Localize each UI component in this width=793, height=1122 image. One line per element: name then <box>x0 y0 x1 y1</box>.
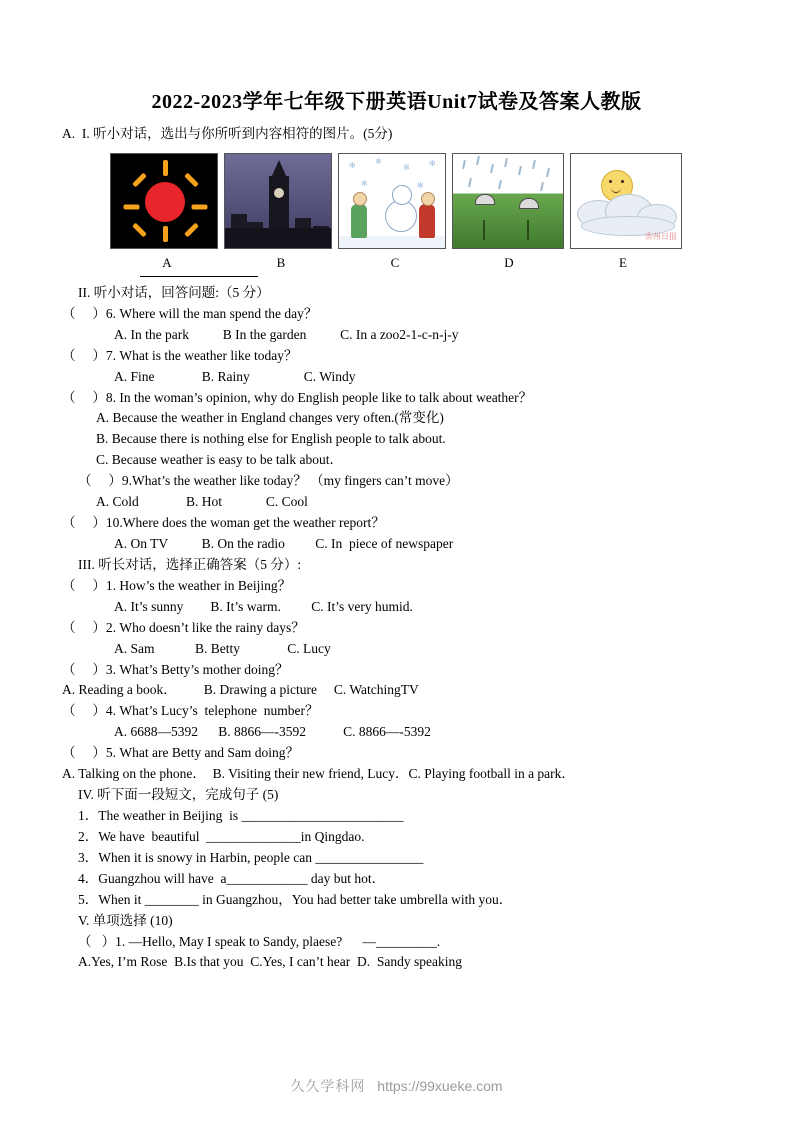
fill-blank-1: 1．The weather in Beijing is ________________________ <box>78 807 404 823</box>
question-10: （ ）10.Where does the woman get the weather report？ <box>62 515 385 531</box>
section-part-5-heading: V. 单项选择 (10) <box>78 912 173 928</box>
horizontal-divider <box>140 275 258 277</box>
sun-ray-icon <box>132 222 147 237</box>
snowman-head-icon <box>392 185 412 205</box>
raindrop-icon <box>490 164 493 173</box>
choice-question-1-options: A.Yes, I’m Rose B.Is that you C.Yes, I can’t hear D. Sandy speaking <box>78 954 462 970</box>
long-question-3: （ ）3. What’s Betty’s mother doing？ <box>62 661 289 677</box>
fill-blank-3: 3．When it is snowy in Harbin, people can ________________ <box>78 849 424 865</box>
question-8-option-a: A. Because the weather in England changes very often.(常变化) <box>96 410 444 426</box>
question-8-option-b: B. Because there is nothing else for English people to talk about. <box>96 431 446 447</box>
sun-ray-icon <box>132 172 147 187</box>
raindrop-icon <box>504 158 507 167</box>
raindrop-icon <box>498 180 501 189</box>
question-9: （ ）9.What’s the weather like today？ （my fingers can’t move） <box>78 473 459 489</box>
question-8: （ ）8. In the woman’s opinion, why do English people like to talk about weather？ <box>62 389 533 405</box>
clock-face-icon <box>274 188 284 198</box>
picture-label-c: C <box>390 254 400 270</box>
long-question-3-options: A. Reading a book． B. Drawing a picture C. WatchingTV <box>62 682 419 698</box>
choice-question-1: （ ）1. —Hello, May I speak to Sandy, plaese? —_________. <box>78 933 441 949</box>
fill-blank-2: 2．We have beautiful ______________in Qingdao. <box>78 828 365 844</box>
section-part-3-heading: III. 听长对话，选择正确答案（5 分）: <box>78 556 302 572</box>
sun-ray-icon <box>184 222 199 237</box>
snowflake-icon: ✻ <box>375 156 382 166</box>
snowflake-icon: ✻ <box>417 180 424 190</box>
raindrop-icon <box>518 166 521 175</box>
snowflake-icon: ✻ <box>429 158 436 168</box>
sun-ray-icon <box>124 204 140 209</box>
picture-options-row <box>110 153 731 249</box>
picture-option-c-snowman <box>338 153 446 249</box>
umbrella-icon <box>519 198 539 209</box>
snowflake-icon: ✻ <box>361 178 368 188</box>
snowflake-icon: ✻ <box>403 162 410 172</box>
sun-eye-icon <box>621 180 624 183</box>
person-figure <box>527 220 529 240</box>
picture-label-e: E <box>619 254 627 270</box>
sun-eye-icon <box>609 180 612 183</box>
question-7-options: A. Fine B. Rainy C. Windy <box>114 368 356 384</box>
section-part-1-heading: A. I. 听小对话，选出与你所听到内容相符的图片。(5分) <box>62 126 393 141</box>
footer-watermark <box>0 1076 793 1096</box>
site-brand: 久久学科网 <box>290 1078 366 1094</box>
long-question-1: （ ）1. How’s the weather in Beijing？ <box>62 577 292 593</box>
picture-labels-row <box>110 255 731 271</box>
picture-label-a: A <box>162 254 172 270</box>
child-head-left <box>353 192 367 206</box>
question-6-options: A. In the park B In the garden C. In a zoo2-1-c-n-j-y <box>114 326 459 342</box>
umbrella-icon <box>475 194 495 205</box>
picture-label-d: D <box>504 254 514 270</box>
sun-ray-icon <box>192 204 208 209</box>
picture-option-e-cloudy-sun <box>570 153 682 249</box>
raindrop-icon <box>546 168 549 177</box>
long-question-5: （ ）5. What are Betty and Sam doing？ <box>62 745 299 761</box>
person-figure <box>483 220 485 240</box>
fill-blank-5: 5．When it ________ in Guangzhou，You had better take umbrella with you． <box>78 891 513 907</box>
child-head-right <box>421 192 435 206</box>
sun-ray-icon <box>163 226 168 242</box>
section-part-2-heading: II. 听小对话，回答问题:（5 分） <box>78 284 270 300</box>
question-9-options: A. Cold B. Hot C. Cool <box>96 494 308 510</box>
snowflake-icon: ✻ <box>349 160 356 170</box>
skyline-base <box>225 228 331 248</box>
long-question-2: （ ）2. Who doesn’t like the rainy days？ <box>62 619 305 635</box>
child-figure-left <box>351 204 367 238</box>
question-6: （ ）6. Where will the man spend the day？ <box>62 305 318 321</box>
site-url: https://99xueke.com <box>377 1078 503 1094</box>
picture-option-a-sun <box>110 153 218 249</box>
raindrop-icon <box>476 156 479 165</box>
raindrop-icon <box>532 160 535 169</box>
sun-disc-icon <box>145 182 185 222</box>
watermark-text: ❀州日报 <box>645 231 677 241</box>
picture-option-b-bigben <box>224 153 332 249</box>
sun-ray-icon <box>163 160 168 176</box>
raindrop-icon <box>462 160 465 169</box>
fill-blank-4: 4．Guangzhou will have a____________ day but hot． <box>78 870 386 886</box>
question-7: （ ）7. What is the weather like today？ <box>62 347 298 363</box>
tower-spire-shape <box>271 160 287 178</box>
long-question-1-options: A. It’s sunny B. It’s warm. C. It’s very humid. <box>114 598 413 614</box>
raindrop-icon <box>468 178 471 187</box>
long-question-5-options: A. Talking on the phone． B. Visiting their new friend, Lucy．C. Playing football in a park． <box>62 766 575 782</box>
sun-ray-icon <box>184 172 199 187</box>
child-figure-right <box>419 204 435 238</box>
raindrop-icon <box>540 182 543 191</box>
page-title: 2022-2023学年七年级下册英语Unit7试卷及答案人教版 <box>151 91 642 113</box>
long-question-4: （ ）4. What’s Lucy’s telephone number？ <box>62 703 319 719</box>
question-10-options: A. On TV B. On the radio C. In piece of newspaper <box>114 535 454 551</box>
question-8-option-c: C. Because weather is easy to be talk about． <box>96 452 344 468</box>
picture-option-d-rain <box>452 153 564 249</box>
long-question-4-options: A. 6688—5392 B. 8866—-3592 C. 8866—-5392 <box>114 724 431 740</box>
section-part-4-heading: IV. 听下面一段短文，完成句子 (5) <box>78 787 279 803</box>
long-question-2-options: A. Sam B. Betty C. Lucy <box>114 640 331 656</box>
picture-label-b: B <box>276 254 286 270</box>
